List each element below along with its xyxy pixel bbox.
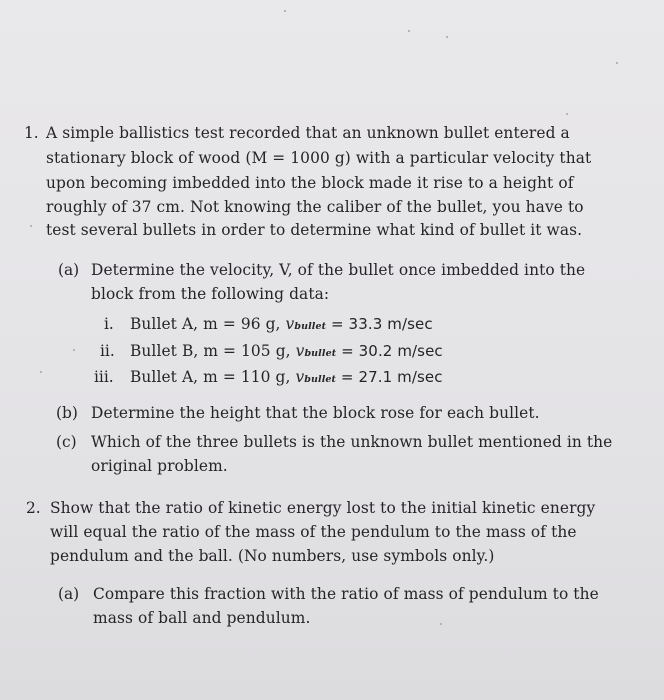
problem-2-line: Show that the ratio of kinetic energy lost to the initial kinetic energy bbox=[50, 499, 596, 517]
velocity-symbol: v bbox=[295, 342, 305, 360]
data-item bbox=[130, 366, 443, 391]
part-a-tag: (a) bbox=[58, 261, 80, 279]
problem-1-line: A simple ballistics test recorded that an unknown bullet entered a bbox=[46, 124, 570, 142]
part-a-tag: (a) bbox=[58, 585, 80, 603]
paper-speck bbox=[73, 349, 75, 351]
problem-1-line: roughly of 37 cm. Not knowing the caliber of the bullet, you have to bbox=[46, 198, 584, 216]
problem-1-number: 1. bbox=[24, 124, 39, 142]
data-item bbox=[130, 313, 433, 338]
velocity-symbol: v bbox=[285, 315, 295, 333]
problem-2-number: 2. bbox=[26, 499, 41, 517]
part-c-line: original problem. bbox=[91, 457, 228, 475]
part-a-line: block from the following data: bbox=[91, 285, 330, 303]
data-item-label: i. bbox=[104, 315, 114, 333]
data-item-label: ii. bbox=[100, 342, 115, 360]
paper-speck bbox=[616, 62, 618, 64]
problem-1-line: test several bullets in order to determine what kind of bullet it was. bbox=[46, 221, 583, 239]
problem-1-line: stationary block of wood (M = 1000 g) with a particular velocity that bbox=[46, 149, 592, 167]
problem-2-line: pendulum and the ball. (No numbers, use symbols only.) bbox=[50, 547, 495, 565]
velocity-symbol: v bbox=[295, 368, 305, 386]
paper-speck bbox=[40, 371, 42, 373]
problem-1-line: upon becoming imbedded into the block made it rise to a height of bbox=[46, 174, 574, 192]
part-a-line: Determine the velocity, V, of the bullet once imbedded into the bbox=[91, 261, 586, 279]
part-b-tag: (b) bbox=[56, 404, 78, 422]
part-a-line: Compare this fraction with the ratio of mass of pendulum to the bbox=[93, 585, 599, 603]
velocity-subscript: bullet bbox=[304, 348, 337, 359]
paper-speck bbox=[30, 225, 32, 227]
data-item bbox=[130, 340, 443, 365]
velocity-value: = 30.2 m/sec bbox=[336, 342, 443, 360]
data-item-text: Bullet B, m = 105 g, bbox=[130, 342, 291, 360]
paper-speck bbox=[408, 30, 410, 32]
velocity-value: = 27.1 m/sec bbox=[336, 368, 443, 386]
data-item-label: iii. bbox=[94, 368, 114, 386]
data-item-text: Bullet A, m = 96 g, bbox=[130, 315, 281, 333]
paper-speck bbox=[446, 36, 448, 38]
velocity-subscript: bullet bbox=[294, 321, 327, 332]
part-a-line: mass of ball and pendulum. bbox=[93, 609, 311, 627]
velocity-value: = 33.3 m/sec bbox=[326, 315, 433, 333]
problem-2-line: will equal the ratio of the mass of the pendulum to the mass of the bbox=[50, 523, 577, 541]
part-b-line: Determine the height that the block rose for each bullet. bbox=[91, 404, 540, 422]
part-c-tag: (c) bbox=[56, 433, 77, 451]
paper-speck bbox=[284, 10, 286, 12]
part-c-line: Which of the three bullets is the unknown bullet mentioned in the bbox=[91, 433, 613, 451]
velocity-subscript: bullet bbox=[304, 374, 337, 385]
paper-speck bbox=[440, 623, 442, 625]
paper-speck bbox=[566, 113, 568, 115]
data-item-text: Bullet A, m = 110 g, bbox=[130, 368, 291, 386]
